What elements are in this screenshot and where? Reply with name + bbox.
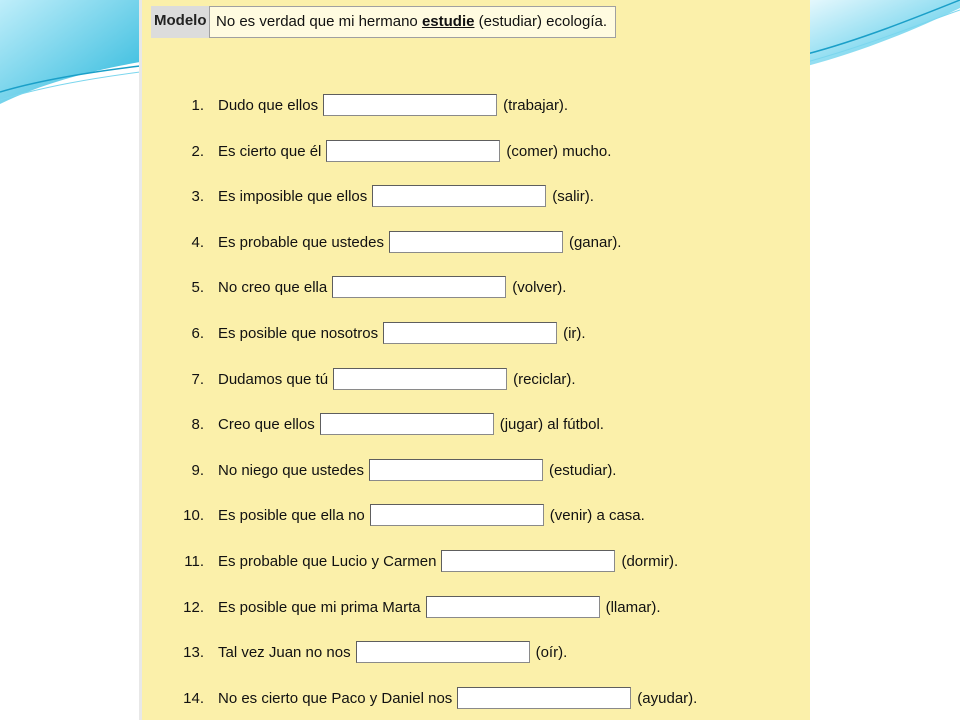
model-example — [151, 6, 616, 38]
item-number: 2. — [191, 142, 204, 160]
answer-input[interactable] — [333, 368, 507, 390]
exercise-row — [174, 275, 566, 299]
answer-input[interactable] — [369, 459, 543, 481]
exercise-row — [174, 139, 611, 163]
exercise-row — [174, 595, 661, 619]
item-number: 4. — [191, 233, 204, 251]
verb-hint: (jugar) al fútbol. — [499, 415, 604, 433]
sentence-start: No es cierto que Paco y Daniel nos — [218, 689, 453, 707]
verb-hint: (estudiar). — [548, 461, 617, 479]
exercise-row — [174, 93, 568, 117]
exercise-row — [174, 184, 594, 208]
item-number: 10. — [183, 506, 204, 524]
item-number: 12. — [183, 598, 204, 616]
model-sentence — [209, 6, 616, 38]
item-number: 6. — [191, 324, 204, 342]
item-number: 3. — [191, 187, 204, 205]
exercise-row — [174, 321, 586, 345]
answer-input[interactable] — [356, 641, 530, 663]
sentence-start: Es posible que mi prima Marta — [218, 598, 421, 616]
item-number: 7. — [191, 370, 204, 388]
verb-hint: (venir) a casa. — [549, 506, 645, 524]
answer-input[interactable] — [389, 231, 563, 253]
verb-hint: (reciclar). — [513, 370, 576, 388]
verb-hint: (volver). — [512, 278, 567, 296]
exercise-row — [174, 458, 616, 482]
item-number: 8. — [191, 415, 204, 433]
exercise-row — [174, 412, 604, 436]
item-number: 14. — [183, 689, 204, 707]
sentence-start: No niego que ustedes — [218, 461, 364, 479]
verb-hint: (trabajar). — [503, 96, 569, 114]
verb-hint: (llamar). — [605, 598, 661, 616]
sentence-start: Es probable que ustedes — [218, 233, 384, 251]
sentence-start: Dudo que ellos — [218, 96, 319, 114]
verb-hint: (oír). — [535, 643, 568, 661]
verb-hint: (ayudar). — [637, 689, 698, 707]
exercise-row — [174, 640, 567, 664]
verb-hint: (salir). — [552, 187, 594, 205]
sentence-start: Dudamos que tú — [218, 370, 329, 388]
sentence-start: Tal vez Juan no nos — [218, 643, 351, 661]
exercise-row — [174, 686, 697, 710]
verb-hint: (dormir). — [621, 552, 679, 570]
answer-input[interactable] — [383, 322, 557, 344]
item-number: 13. — [183, 643, 204, 661]
answer-input[interactable] — [372, 185, 546, 207]
exercise-row — [174, 230, 621, 254]
model-text-before: No es verdad que mi hermano — [216, 13, 422, 30]
sentence-start: Creo que ellos — [218, 415, 315, 433]
verb-hint: (ir). — [563, 324, 586, 342]
answer-input[interactable] — [457, 687, 631, 709]
item-number: 9. — [191, 461, 204, 479]
exercise-row — [174, 503, 645, 527]
item-number: 5. — [191, 278, 204, 296]
verb-hint: (ganar). — [568, 233, 622, 251]
answer-input[interactable] — [441, 550, 615, 572]
verb-hint: (comer) mucho. — [506, 142, 612, 160]
model-text-after: (estudiar) ecología. — [474, 13, 608, 30]
answer-input[interactable] — [426, 596, 600, 618]
sentence-start: No creo que ella — [218, 278, 328, 296]
answer-input[interactable] — [323, 94, 497, 116]
answer-input[interactable] — [332, 276, 506, 298]
answer-input[interactable] — [370, 504, 544, 526]
item-number: 11. — [184, 552, 204, 570]
item-number: 1. — [191, 96, 204, 114]
exercise-row — [174, 549, 678, 573]
model-highlight: estudie — [421, 13, 475, 30]
model-label: Modelo — [151, 6, 209, 38]
exercise-row — [174, 367, 576, 391]
sentence-start: Es cierto que él — [218, 142, 322, 160]
sentence-start: Es posible que ella no — [218, 506, 365, 524]
sentence-start: Es imposible que ellos — [218, 187, 368, 205]
answer-input[interactable] — [320, 413, 494, 435]
sentence-start: Es posible que nosotros — [218, 324, 379, 342]
answer-input[interactable] — [326, 140, 500, 162]
sentence-start: Es probable que Lucio y Carmen — [218, 552, 437, 570]
